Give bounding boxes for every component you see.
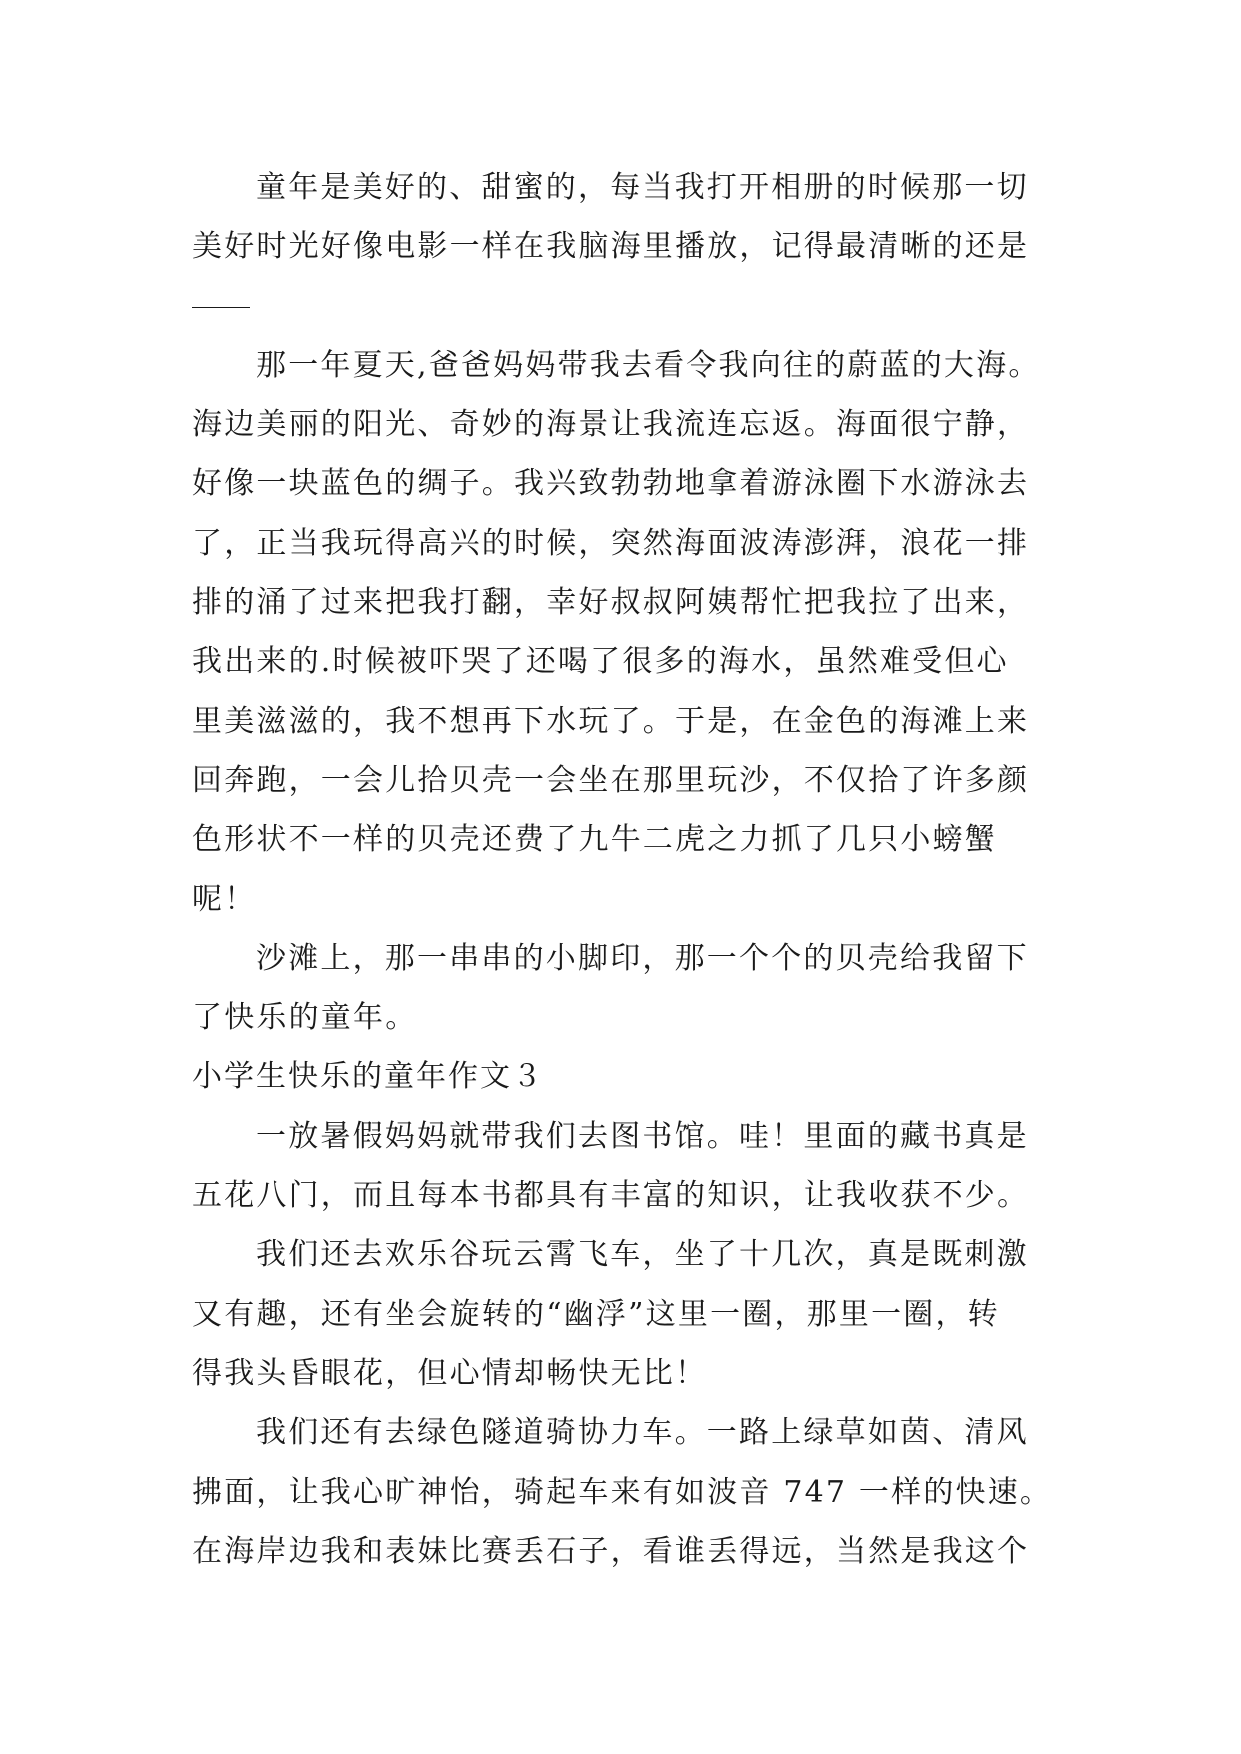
- paragraph-6-line-3: 在海岸边我和表妹比赛丢石子，看谁丢得远，当然是我这个: [192, 1533, 1030, 1569]
- paragraph-2-line-7: 里美滋滋的，我不想再下水玩了。于是，在金色的海滩上来: [192, 703, 1030, 739]
- paragraph-4-line-2: 五花八门，而且每本书都具有丰富的知识，让我收获不少。: [192, 1178, 1030, 1214]
- paragraph-2-line-9: 色形状不一样的贝壳还费了九牛二虎之力抓了几只小螃蟹: [192, 822, 997, 858]
- paragraph-2-line-5: 排的涌了过来把我打翻，幸好叔叔阿姨帮忙把我拉了出来，: [192, 585, 1030, 621]
- em-dash-line: [192, 277, 1052, 336]
- paragraph-3-line-1: 沙滩上，那一串串的小脚印，那一个个的贝壳给我留下: [256, 940, 1029, 976]
- paragraph-6-line-1: 我们还有去绿色隧道骑协力车。一路上绿草如茵、清风: [256, 1415, 1029, 1451]
- paragraph-2-line-8: 回奔跑，一会儿拾贝壳一会坐在那里玩沙，不仅拾了许多颜: [192, 762, 1030, 798]
- paragraph-5-line-2: 又有趣，还有坐会旋转的“幽浮”这里一圈，那里一圈，转: [192, 1296, 1000, 1332]
- document-page: [192, 158, 1052, 1581]
- paragraph-6-line-2: 拂面，让我心旷神怡，骑起车来有如波音 747 一样的快速。: [192, 1474, 1053, 1510]
- paragraph-2-line-1: 那一年夏天,爸爸妈妈带我去看令我向往的蔚蓝的大海。: [256, 347, 1041, 383]
- paragraph-1-line-1: 童年是美好的、甜蜜的，每当我打开相册的时候那一切: [256, 170, 1029, 205]
- paragraph-2-line-10: 呢！: [192, 881, 257, 917]
- paragraph-2-line-3: 好像一块蓝色的绸子。我兴致勃勃地拿着游泳圈下水游泳去: [192, 466, 1030, 502]
- paragraph-2-line-4: 了，正当我玩得高兴的时候，突然海面波涛澎湃，浪花一排: [192, 525, 1030, 561]
- section-heading: 小学生快乐的童年作文３: [192, 1059, 544, 1095]
- paragraph-3-line-2: 了快乐的童年。: [192, 1000, 418, 1036]
- paragraph-5-line-3: 得我头昏眼花，但心情却畅快无比！: [192, 1355, 708, 1391]
- em-dash: [192, 307, 250, 308]
- paragraph-2-line-6: 我出来的.时候被吓哭了还喝了很多的海水，虽然难受但心: [192, 644, 1009, 680]
- paragraph-1-line-2: 美好时光好像电影一样在我脑海里播放，记得最清晰的还是: [192, 229, 1030, 265]
- paragraph-2-line-2: 海边美丽的阳光、奇妙的海景让我流连忘返。海面很宁静，: [192, 407, 1030, 443]
- paragraph-4-line-1: 一放暑假妈妈就带我们去图书馆。哇！里面的藏书真是: [256, 1118, 1029, 1154]
- paragraph-5-line-1: 我们还去欢乐谷玩云霄飞车，坐了十几次，真是既刺激: [256, 1237, 1029, 1273]
